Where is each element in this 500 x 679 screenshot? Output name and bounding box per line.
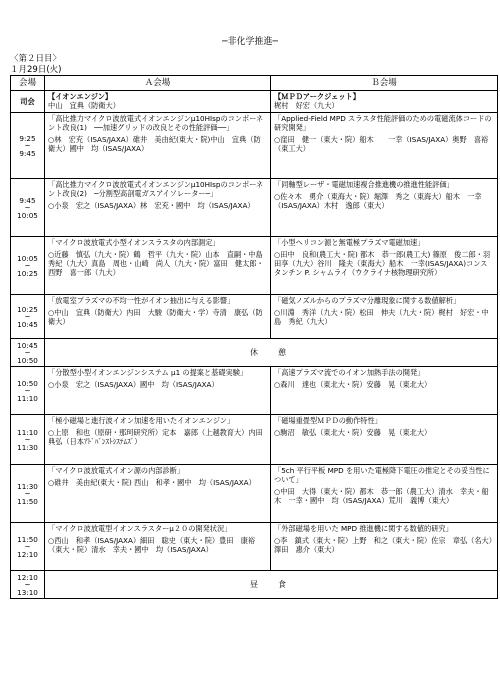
slot-time: 9:45 ~ 10:05 [11, 179, 45, 237]
talk-title: 「磁場重畳型ＭＰＤの動作特性」 [274, 416, 382, 425]
room-b-talk [271, 179, 498, 237]
room-b-talk [271, 295, 498, 339]
talk-title: 「マイクロ波放電型イオンスラスターμ２０の開発状況」 [48, 524, 232, 533]
talk-title: 「高比推力マイクロ波放電式イオンエンジンμ10HIspのコンポーネント改良(1) ──加速グリッドの改良とその性能評価──」 [48, 114, 264, 132]
talk-authors: ○窪田 健一（東大・院）船木 一幸（ISAS/JAXA）奥野 喜裕（東工大） [274, 135, 489, 153]
slot-time: 10:05 ~ 10:25 [11, 237, 45, 295]
room-a-chair [45, 91, 271, 113]
slot-row [11, 113, 498, 179]
talk-title: 「高比推力マイクロ波放電式イオンエンジンμ10HIspのコンポーネント改良(2) ─分割型高剖電ガスアイソレーター─」 [48, 180, 264, 198]
room-a-talk [45, 465, 271, 523]
room-a-talk [45, 113, 271, 179]
room-b-talk [271, 465, 498, 523]
talk-authors: ○碓井 美由紀(東大・院) 西山 和孝・國中 均（ISAS/JAXA） [48, 478, 256, 487]
slot-row [11, 295, 498, 339]
room-b-session: 【ＭＰＤアークジェット】 [274, 92, 360, 101]
talk-authors: ○田中 良和(農工大・院) 都木 恭一郎(農工大) 篠原 俊二郎・羽田享（九大）谷川 隆夫（東海大）船木 一幸(ISAS/JAXA)コンスタンチン P. シャムライ（ウクライナ核物理研究所） [274, 250, 491, 277]
chair-label: 司会 [11, 91, 45, 113]
talk-title: 「小型ヘリコン源と無電極プラズマ電磁加速」 [274, 238, 425, 247]
room-a-talk [45, 295, 271, 339]
talk-title: 「Applied-Field MPD スラスタ性能評価のための電磁流体コードの研究開発」 [274, 114, 492, 132]
slot-row [11, 237, 498, 295]
talk-title: 「極小磁場と進行波イオン加速を用いたイオンエンジン」 [48, 416, 235, 425]
slot-time: 11:30 ~ 11:50 [11, 465, 45, 523]
talk-title: 「放電室プラズマの不均一性がイオン抽出に与える影響」 [48, 296, 235, 305]
slot-row [11, 415, 498, 465]
talk-title: 「同軸型レーザ・電磁加速複合推進機の推進性能評価」 [274, 180, 454, 189]
room-a-talk [45, 367, 271, 415]
lunch-label: 昼 食 [45, 571, 498, 599]
talk-authors: ○中田 大得（東大・院）都木 恭一郎（農工大）清水 幸夫・船木 一幸・國中 均（ISAS/JAXA）荒川 義博（東大） [274, 487, 489, 505]
talk-authors: ○森川 達也（東北大・院）安藤 晃（東北大） [274, 380, 432, 389]
break-label: 休 憩 [45, 339, 498, 367]
date-label: １月29日(火) [10, 65, 62, 75]
slot-time: 10:25 ~ 10:45 [11, 295, 45, 339]
room-a-talk [45, 523, 271, 571]
slot-time: 11:50 ~ 12:10 [11, 523, 45, 571]
slot-time: 10:50 ~ 11:10 [11, 367, 45, 415]
room-b-chair [271, 91, 498, 113]
venue-header: 会場 [11, 76, 45, 91]
room-a-talk [45, 179, 271, 237]
talk-title: 「マイクロ波放電式イオン源の内部診断」 [48, 466, 185, 475]
slot-row [11, 367, 498, 415]
room-a-session: 【イオンエンジン】 [48, 92, 113, 101]
schedule-table [10, 75, 498, 599]
header-row [11, 76, 498, 91]
talk-authors: ○川淵 秀洋（九大・院）松田 伸夫（九大・院）梶村 好宏・中島 秀紀（九大） [274, 308, 489, 326]
slot-row [11, 179, 498, 237]
slot-row [11, 523, 498, 571]
talk-authors: ○中山 宜典（防衛大）内田 大駿（防衛大・学）寺清 康弘（防衛大） [48, 308, 263, 326]
room-a-talk [45, 415, 271, 465]
day-label: 〈第２日目〉 [10, 54, 62, 64]
talk-title: 「5ch 平行平板 MPD を用いた電極降下電圧の推定とその妥当性について」 [274, 466, 490, 484]
room-b-talk [271, 523, 498, 571]
talk-title: 「磁気ノズルからのプラズマ分離現象に関する数値解析」 [274, 296, 461, 305]
room-a-chair-name: 中山 宜典（防衛大） [48, 101, 120, 110]
break-row [11, 571, 498, 599]
slot-time: 9:25 ~ 9:45 [11, 113, 45, 179]
talk-title: 「分散型小型イオンエンジンシステム μ1 の提案と基礎実験」 [48, 368, 248, 377]
room-b-talk [271, 415, 498, 465]
room-b-talk [271, 367, 498, 415]
talk-authors: ○上原 和也（原研・那珂研究所）定本 嘉郎（上越教育大）内田 典弘（日本ｱﾄﾞﾊﾞﾝｽﾄｼｽﾃﾑｽﾞ） [48, 428, 270, 446]
room-a-talk [45, 237, 271, 295]
room-b-talk [271, 237, 498, 295]
talk-authors: ○駒沼 敏弘（東北大・院）安藤 晃（東北大） [274, 428, 432, 437]
talk-title: 「マイクロ波放電式小型イオンスラスタの内部測定」 [48, 238, 220, 247]
talk-authors: ○林 宏充（ISAS/JAXA）碓井 美由紀(東大・院)中山 宜典（防衛大）國中 均（ISAS/JAXA） [48, 135, 261, 153]
talk-authors: ○李 鎮式（東大・院）上野 和之（東大・院）佐宗 章弘（名大）澤田 惠介（東大） [274, 536, 493, 554]
slot-row [11, 465, 498, 523]
break-time: 10:45 ~ 10:50 [11, 339, 45, 367]
talk-authors: ○西山 和孝（ISAS/JAXA）細田 聡史（東大・院）豊田 康裕（東大・院）清水 幸夫・國中 均（ISAS/JAXA） [48, 536, 256, 554]
chair-row [11, 91, 498, 113]
room-b-chair-name: 梶村 好宏（九大） [274, 101, 339, 110]
room-a-header: Ａ会場 [45, 76, 271, 91]
talk-title: 「外部磁場を用いた MPD 推進機に関する数値的研究」 [274, 524, 453, 533]
document-title: ─非化学推進─ [222, 37, 278, 47]
slot-time: 11:10 ~ 11:30 [11, 415, 45, 465]
talk-authors: ○小泉 宏之（ISAS/JAXA）國中 均（ISAS/JAXA） [48, 380, 219, 389]
talk-authors: ○佐々木 勇介（東海大・院）堀澤 秀之（東海大）船木 一幸（ISAS/JAXA）木村 逸郎（東大） [274, 192, 482, 210]
talk-authors: ○小泉 宏之（ISAS/JAXA）林 宏充・國中 均（ISAS/JAXA） [48, 201, 255, 210]
break-row [11, 339, 498, 367]
talk-title: 「高速プラズマ流でのイオン加熱手法の開発」 [274, 368, 425, 377]
talk-authors: ○近藤 慎弘（九大・院）鶴 哲平（九大・院）山本 直嗣・中島 秀紀（九大）真島 周也・山崎 尚人（九大・院）富田 健太郎・西野 喜一郎（九大） [48, 250, 270, 277]
room-b-talk [271, 113, 498, 179]
room-b-header: Ｂ会場 [271, 76, 498, 91]
lunch-time: 12:10 ~ 13:10 [11, 571, 45, 599]
